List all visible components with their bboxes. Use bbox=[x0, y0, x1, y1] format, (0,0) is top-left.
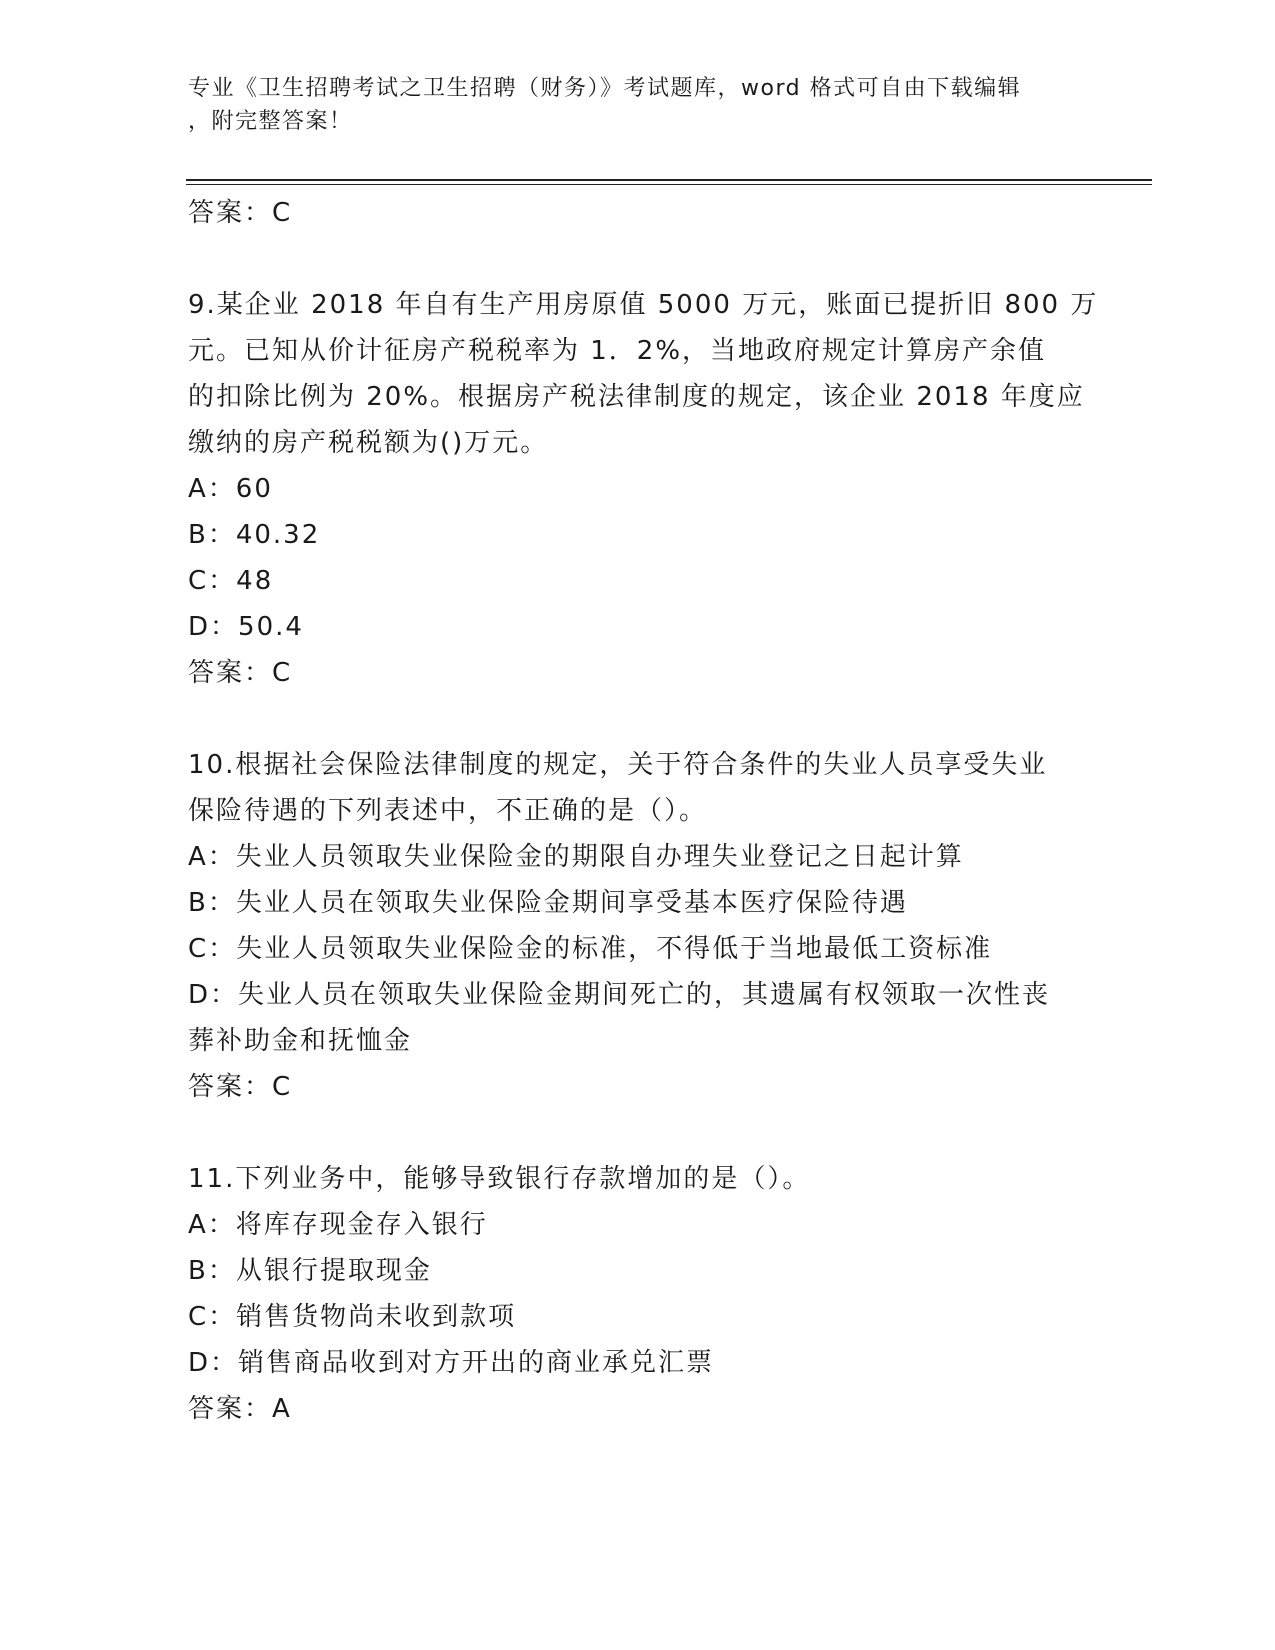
question-stem-line: 10.根据社会保险法律制度的规定，关于符合条件的失业人员享受失业 bbox=[188, 750, 1048, 780]
answer: 答案：A bbox=[188, 1394, 292, 1424]
spacer bbox=[188, 236, 1088, 282]
spacer bbox=[188, 696, 1088, 742]
option-c: C：失业人员领取失业保险金的标准，不得低于当地最低工资标准 bbox=[188, 934, 993, 964]
question-stem-line: 保险待遇的下列表述中，不正确的是（）。 bbox=[188, 796, 708, 826]
question-stem-line: 11.下列业务中，能够导致银行存款增加的是（）。 bbox=[188, 1164, 811, 1194]
option-a: A：将库存现金存入银行 bbox=[188, 1210, 488, 1240]
option-d: D：销售商品收到对方开出的商业承兑汇票 bbox=[188, 1348, 715, 1378]
option-a: A：失业人员领取失业保险金的期限自办理失业登记之日起计算 bbox=[188, 842, 964, 872]
answer: 答案：C bbox=[188, 1072, 293, 1102]
question-stem-line: 缴纳的房产税税额为()万元。 bbox=[188, 428, 549, 458]
option-b: B：从银行提取现金 bbox=[188, 1256, 432, 1286]
option-d-continued: 葬补助金和抚恤金 bbox=[188, 1026, 413, 1056]
option-d: D：50.4 bbox=[188, 612, 304, 642]
option-a: A：60 bbox=[188, 474, 273, 504]
question-10 bbox=[188, 742, 1088, 1110]
question-stem-line: 9.某企业 2018 年自有生产用房原值 5000 万元，账面已提折旧 800 万 bbox=[188, 290, 1099, 320]
option-c: C：48 bbox=[188, 566, 274, 596]
header-rule-thin bbox=[186, 184, 1152, 185]
header-line-1: 专业《卫生招聘考试之卫生招聘（财务）》考试题库，word 格式可自由下载编辑 bbox=[188, 76, 1022, 101]
document-header bbox=[188, 72, 1078, 138]
previous-answer: 答案：C bbox=[188, 198, 293, 228]
header-line-2: ，附完整答案！ bbox=[188, 109, 353, 134]
option-b: B：失业人员在领取失业保险金期间享受基本医疗保险待遇 bbox=[188, 888, 908, 918]
question-9 bbox=[188, 282, 1099, 696]
answer: 答案：C bbox=[188, 658, 293, 688]
option-d: D：失业人员在领取失业保险金期间死亡的，其遗属有权领取一次性丧 bbox=[188, 980, 1051, 1010]
option-b: B：40.32 bbox=[188, 520, 321, 550]
option-c: C：销售货物尚未收到款项 bbox=[188, 1302, 517, 1332]
header-rule-thick bbox=[186, 179, 1152, 181]
question-11 bbox=[188, 1156, 1088, 1432]
question-stem-line: 的扣除比例为 20%。根据房产税法律制度的规定，该企业 2018 年度应 bbox=[188, 382, 1085, 412]
document-body bbox=[188, 190, 1099, 1432]
spacer bbox=[188, 1110, 1088, 1156]
question-stem-line: 元。已知从价计征房产税税率为 1．2%，当地政府规定计算房产余值 bbox=[188, 336, 1047, 366]
